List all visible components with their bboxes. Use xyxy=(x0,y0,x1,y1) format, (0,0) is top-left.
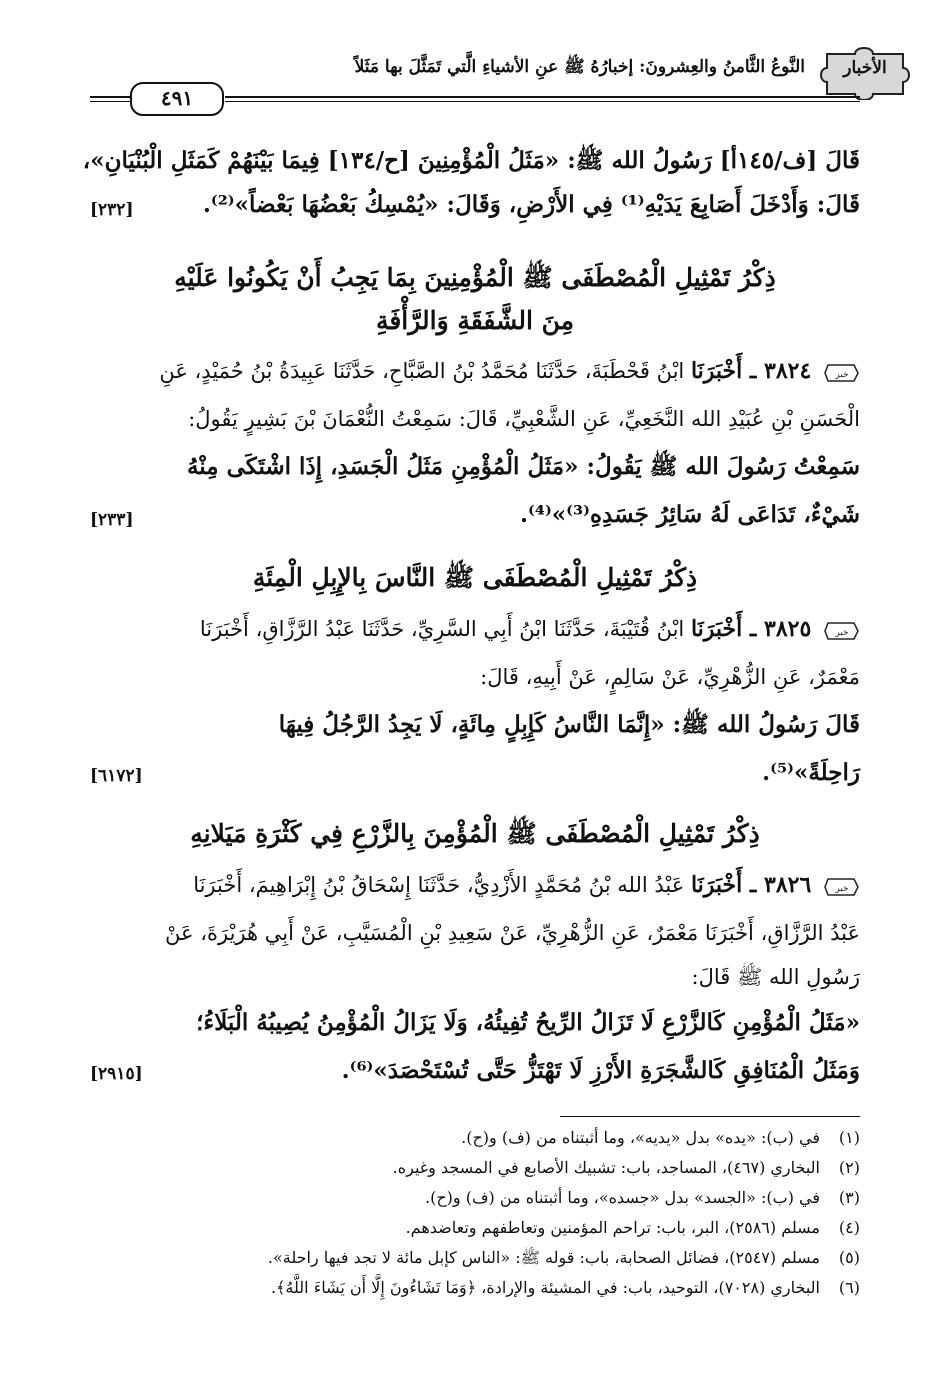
footnote xyxy=(90,1156,860,1180)
hadith-number: ٣٨٢٤ ـ أَخْبَرَنَا xyxy=(690,358,812,384)
hadith-number: ٣٨٢٥ ـ أَخْبَرَنَا xyxy=(690,616,812,642)
text-line: «مَثَلُ الْمُؤْمِنِ كَالزَّرْعِ لَا تَزَالُ الرِّيحُ تُفِيئُهُ، وَلَا يَزَالُ الْمُؤْمِنُ يُصِيبُهُ الْبَلَاءُ؛ xyxy=(196,1009,860,1036)
page-number: ٤٩١ xyxy=(130,82,224,116)
footnote-text: مسلم (٢٥٤٧)، فضائل الصحابة، باب: قوله ﷺ: «الناس كإبل مائة لا تجد فيها راحلة». xyxy=(267,1248,820,1267)
isnad-text: ابْنُ قَحْطَبَةَ، حَدَّثَنَا مُحَمَّدُ بْنُ الصَّبَّاحِ، حَدَّثَنَا عَبِيدَةُ بْنُ حُمَيْدٍ، عَنِ xyxy=(159,359,685,383)
chapter-heading: ذِكْرُ تَمْثِيلِ الْمُصْطَفَى ﷺ النَّاسَ بِالإِبِلِ الْمِئَةِ xyxy=(252,563,698,592)
chapter-heading: ذِكْرُ تَمْثِيلِ الْمُصْطَفَى ﷺ الْمُؤْمِنِينَ بِمَا يَجِبُ أَنْ يَكُونُوا عَلَيْهِ xyxy=(174,263,776,292)
text-line: رَاحِلَةً»⁽⁵⁾. xyxy=(762,759,860,786)
hadith-reference: [٦١٧٢] xyxy=(90,766,143,786)
footnote xyxy=(90,1186,860,1210)
isnad-text: عَبْدُ الله بْنُ مُحَمَّدٍ الأَزْدِيُّ، حَدَّثَنَا إِسْحَاقُ بْنُ إِبْرَاهِيمَ، أَخْبَرَنَا xyxy=(193,873,685,897)
hadith-3824-line xyxy=(90,356,860,386)
footnote-number: (٥) xyxy=(838,1248,860,1267)
footnote-text: البخاري (٤٦٧)، المساجد، باب: تشبيك الأصابع في المسجد وغيره. xyxy=(392,1158,820,1177)
footnote-separator xyxy=(560,1116,860,1117)
text-line: قَالَ [ف/١٤٥أ] رَسُولُ الله ﷺ: «مَثَلُ الْمُؤْمِنِينَ [ح/١٣٤] فِيمَا بَيْنَهُمْ كَمَثَلِ الْبُنْيَانِ»، xyxy=(82,147,860,174)
footnote-number: (١) xyxy=(838,1128,860,1147)
footnote-text: في (ب): «يده» بدل «يديه»، وما أثبتناه من (ف) و(ح). xyxy=(461,1128,820,1147)
hadith-badge-icon xyxy=(824,620,860,642)
text-line: عَبْدُ الرَّزَّاقِ، أَخْبَرَنَا مَعْمَرٌ، عَنِ الزُّهْرِيِّ، عَنْ سَعِيدِ بْنِ الْمُسَيَّبِ، عَنْ أَبِي هُرَيْرَةَ، عَنْ xyxy=(165,921,860,945)
footnote xyxy=(90,1276,860,1300)
text-line: وَمَثَلُ الْمُنَافِقِ كَالشَّجَرَةِ الأَرْزِ لَا تَهْتَزُّ حَتَّى تُسْتَحْصَدَ»⁽⁶⁾. xyxy=(341,1057,860,1084)
svg-text:خبر: خبر xyxy=(835,627,849,638)
svg-text:خبر: خبر xyxy=(835,369,849,380)
page-body xyxy=(82,0,860,1110)
hadith-3825-line xyxy=(90,614,860,644)
running-title: النَّوعُ الثَّامنُ والعِشرونَ: إخبارُهُ ﷺ عنِ الأشياءِ الَّتي تَمَثَّلَ بها مَثَلاً xyxy=(354,57,805,77)
hadith-badge-icon xyxy=(824,876,860,898)
footnote-text: البخاري (٧٠٢٨)، التوحيد، باب: في المشيئة والإرادة، ﴿وَمَا تَشَاءُونَ إِلَّا أَن يَشَاءَ اللَّهُ﴾. xyxy=(270,1278,820,1297)
section-badge-label: الأخبار xyxy=(843,58,887,78)
footnote xyxy=(90,1126,860,1150)
text-line: قَالَ: وَأَدْخَلَ أَصَابِعَ يَدَيْهِ⁽¹⁾ فِي الأَرْضِ، وَقَالَ: «يُمْسِكُ بَعْضُهَا بَعْضاً»⁽²⁾. xyxy=(202,191,860,218)
footnote-number: (٣) xyxy=(838,1188,860,1207)
text-line: سَمِعْتُ رَسُولَ الله ﷺ يَقُولُ: «مَثَلُ الْمُؤْمِنِ مَثَلُ الْجَسَدِ، إِذَا اشْتَكَى مِنْهُ xyxy=(186,453,860,480)
hadith-reference: [٢٣٣] xyxy=(90,510,134,530)
svg-text:خبر: خبر xyxy=(835,883,849,894)
hadith-reference: [٢٩١٥] xyxy=(90,1064,143,1084)
hadith-number: ٣٨٢٦ ـ أَخْبَرَنَا xyxy=(690,872,812,898)
hadith-reference: [٢٣٢] xyxy=(90,200,134,220)
text-line: مَعْمَرٌ، عَنِ الزُّهْرِيِّ، عَنْ سَالِمٍ، عَنْ أَبِيهِ، قَالَ: xyxy=(480,665,860,689)
text-line: الْحَسَنِ بْنِ عُبَيْدِ الله النَّخَعِيِّ، عَنِ الشَّعْبِيِّ، قَالَ: سَمِعْتُ النُّعْمَانَ بْنَ بَشِيرٍ يَقُولُ: xyxy=(188,407,860,431)
footnote-number: (٦) xyxy=(838,1278,860,1297)
footnote-text: في (ب): «الجسد» بدل «جسده»، وما أثبتناه من (ف) و(ح). xyxy=(424,1188,820,1207)
footnote-text: مسلم (٢٥٨٦)، البر، باب: تراحم المؤمنين وتعاطفهم وتعاضدهم. xyxy=(405,1218,820,1237)
hadith-badge-icon xyxy=(824,362,860,384)
footnote-number: (٢) xyxy=(838,1158,860,1177)
text-line: شَيْءٌ، تَدَاعَى لَهُ سَائِرُ جَسَدِهِ⁽³⁾»⁽⁴⁾. xyxy=(520,501,860,528)
footnote-number: (٤) xyxy=(838,1218,860,1237)
footnote xyxy=(90,1246,860,1270)
footnote xyxy=(90,1216,860,1240)
chapter-heading: ذِكْرُ تَمْثِيلِ الْمُصْطَفَى ﷺ الْمُؤْمِنَ بِالزَّرْعِ فِي كَثْرَةِ مَيَلانِهِ xyxy=(190,819,760,848)
text-line: رَسُولِ الله ﷺ قَالَ: xyxy=(691,965,860,989)
text-line: قَالَ رَسُولُ الله ﷺ: «إِنَّمَا النَّاسُ كَإِبِلٍ مِائَةٍ، لَا يَجِدُ الرَّجُلُ فِيهَا xyxy=(278,711,860,738)
isnad-text: ابْنُ قُتَيْبَةَ، حَدَّثَنَا ابْنُ أَبِي السَّرِيِّ، حَدَّثَنَا عَبْدُ الرَّزَّاقِ، أَخْبَرَنَا xyxy=(199,617,685,641)
hadith-3826-line xyxy=(90,870,860,900)
chapter-heading: مِنَ الشَّفَقَةِ وَالرَّأْفَةِ xyxy=(375,306,575,335)
